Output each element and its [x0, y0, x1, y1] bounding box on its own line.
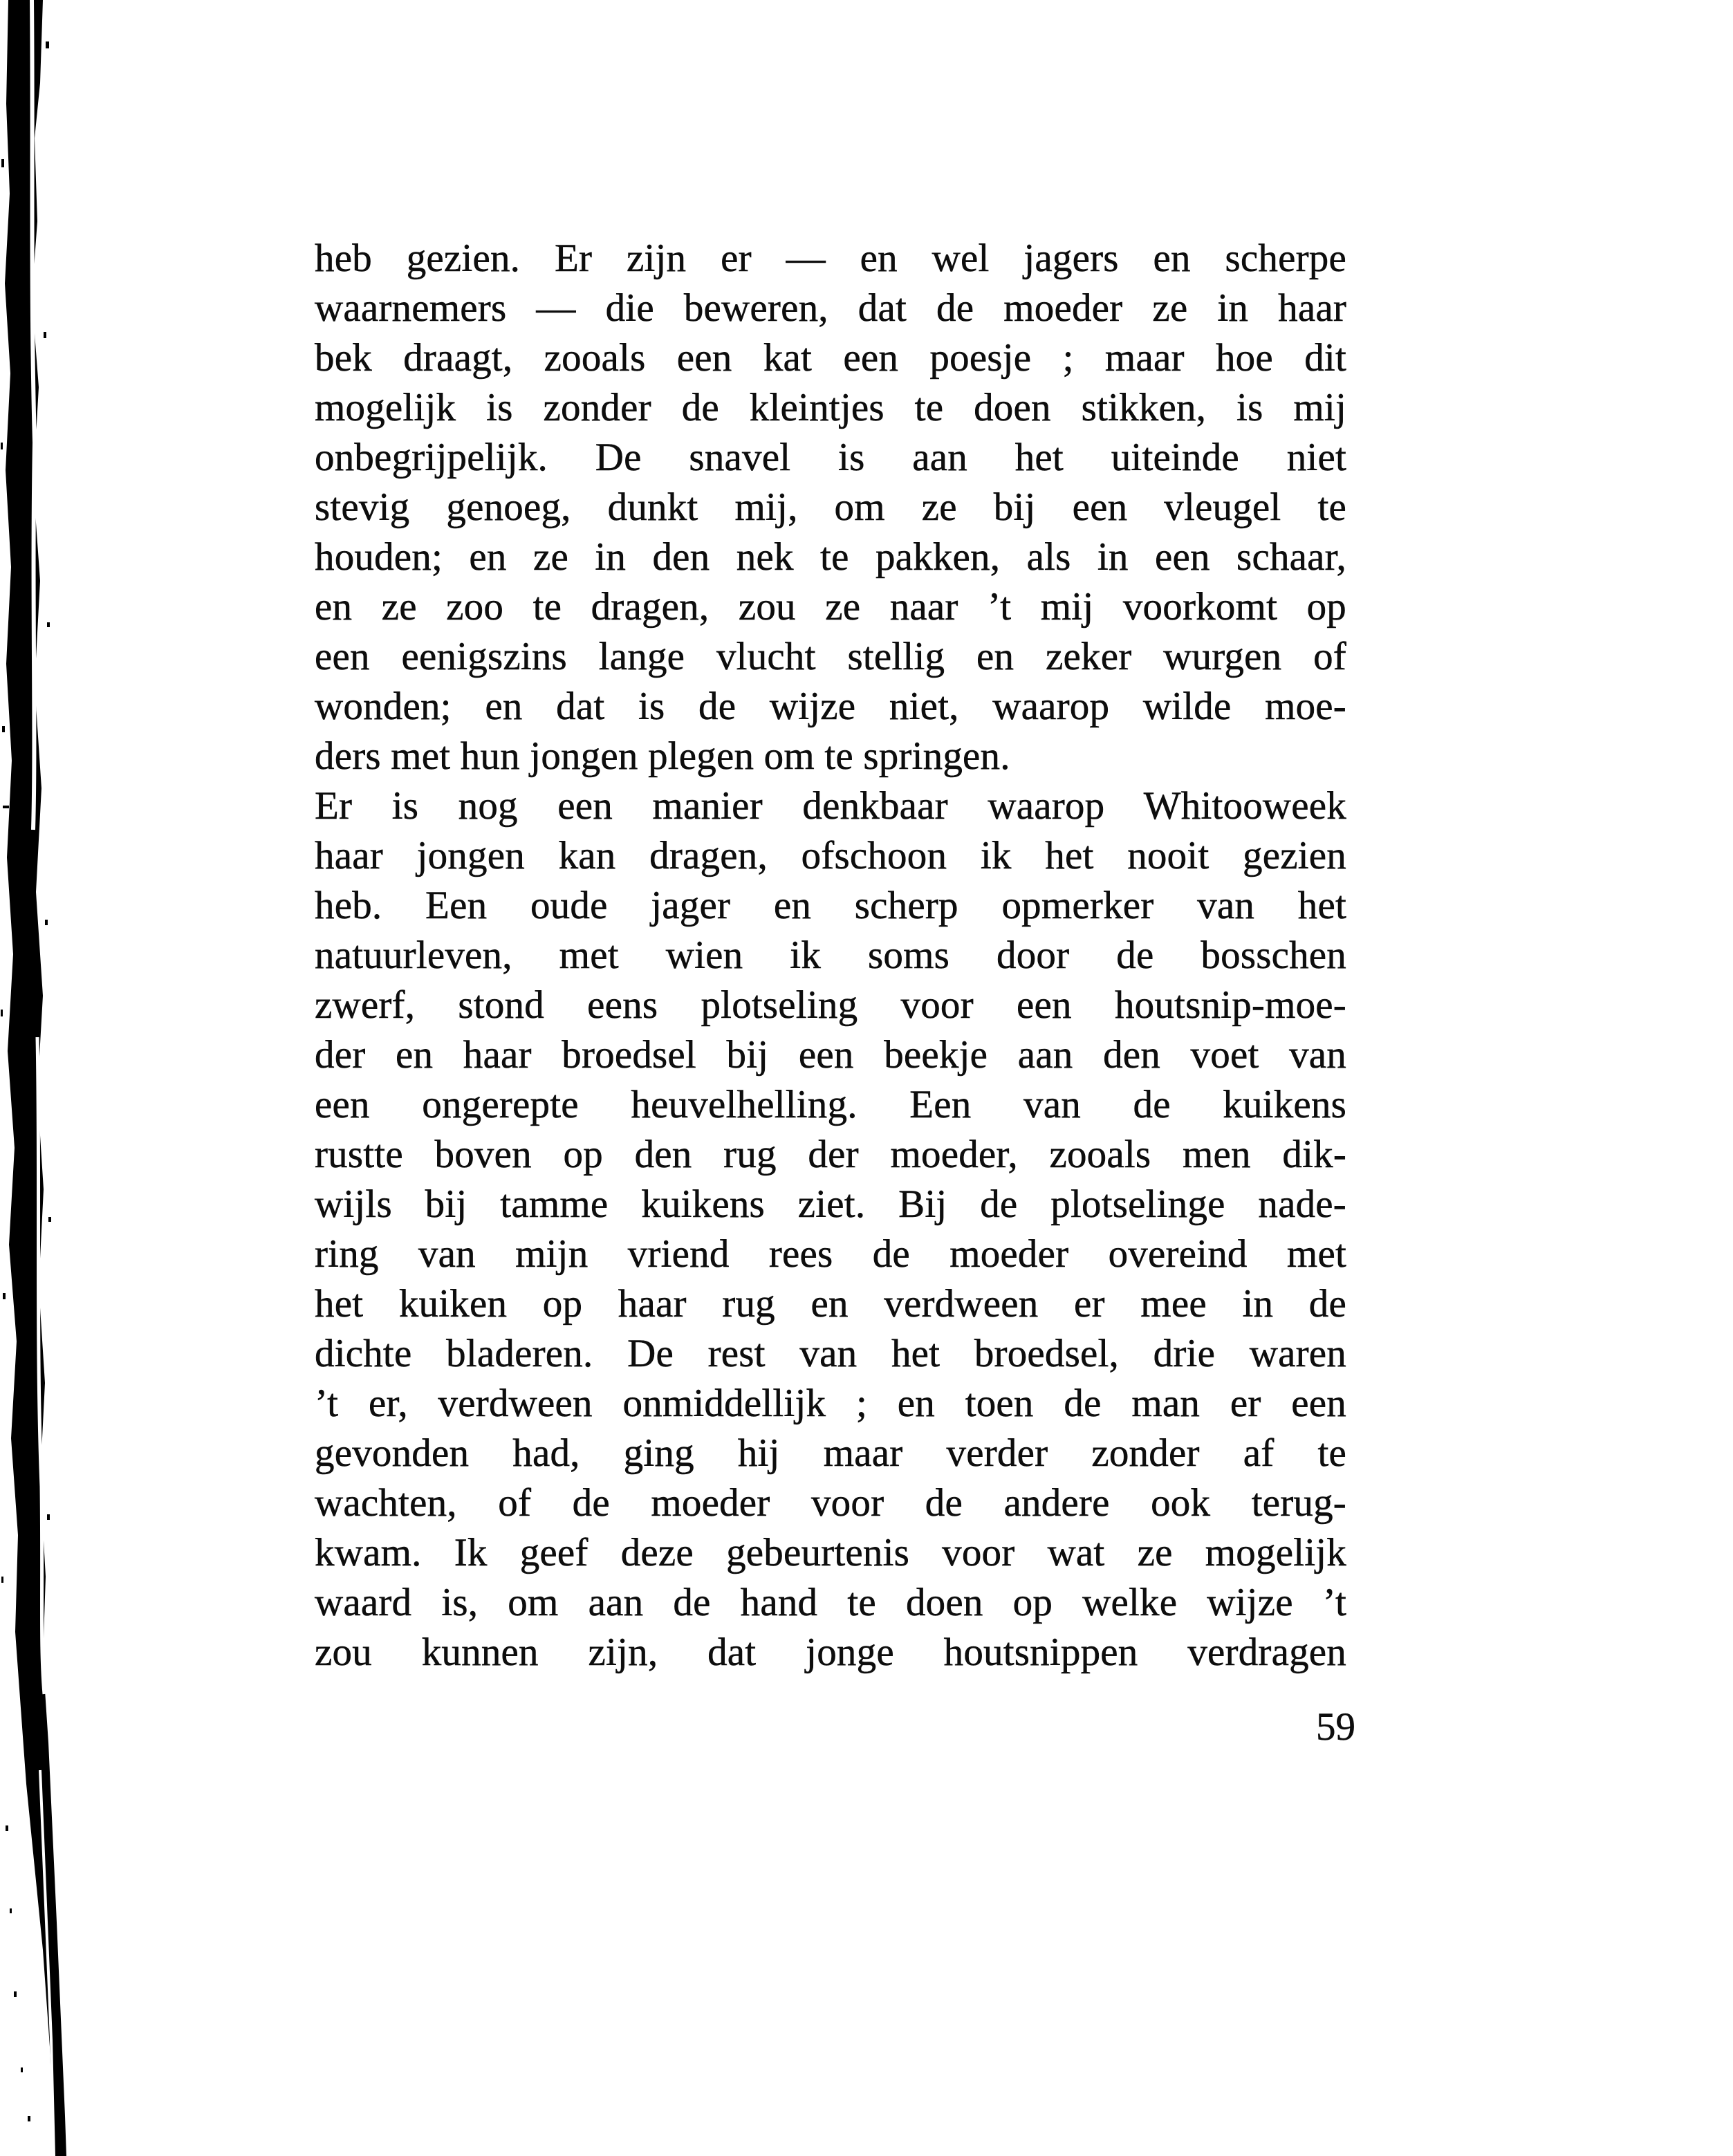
text-line: heb. Een oude jager en scherp opmerker van het	[315, 884, 1346, 927]
text-line: zou kunnen zijn, dat jonge houtsnippen verdragen	[315, 1630, 1346, 1674]
text-line: waarnemers — die beweren, dat de moeder ze in haar	[315, 286, 1346, 330]
text-line: Er is nog een manier denkbaar waarop Whitooweek	[315, 784, 1346, 828]
text-line: een eenigszins lange vlucht stellig en zeker wurgen of	[315, 635, 1346, 678]
body-text	[315, 234, 1346, 1678]
text-line: natuurleven, met wien ik soms door de bosschen	[315, 933, 1346, 977]
text-line: der en haar broedsel bij een beekje aan den voet van	[315, 1033, 1346, 1077]
text-line: rustte boven op den rug der moeder, zooals men dik-	[315, 1133, 1346, 1176]
text-line: en ze zoo te dragen, zou ze naar ’t mij voorkomt op	[315, 585, 1346, 629]
text-line: waard is, om aan de hand te doen op welke wijze ’t	[315, 1581, 1346, 1624]
page-number: 59	[1316, 1705, 1355, 1749]
text-line: kwam. Ik geef deze gebeurtenis voor wat ze mogelijk	[315, 1531, 1346, 1574]
text-line: wonden; en dat is de wijze niet, waarop wilde moe-	[315, 685, 1346, 728]
text-line: stevig genoeg, dunkt mij, om ze bij een vleugel te	[315, 485, 1346, 529]
text-line: gevonden had, ging hij maar verder zonder af te	[315, 1431, 1346, 1475]
text-line: ring van mijn vriend rees de moeder overeind met	[315, 1232, 1346, 1276]
text-line: haar jongen kan dragen, ofschoon ik het nooit gezien	[315, 834, 1346, 877]
text-line-paragraph-end: ders met hun jongen plegen om te springen.	[315, 734, 1010, 778]
text-line: een ongerepte heuvelhelling. Een van de kuikens	[315, 1083, 1346, 1126]
text-line: dichte bladeren. De rest van het broedsel, drie waren	[315, 1332, 1346, 1375]
text-line: heb gezien. Er zijn er — en wel jagers en scherpe	[315, 236, 1346, 280]
text-line: zwerf, stond eens plotseling voor een houtsnip-moe-	[315, 983, 1346, 1027]
text-line: wijls bij tamme kuikens ziet. Bij de plotselinge nade-	[315, 1182, 1346, 1226]
text-line: wachten, of de moeder voor de andere ook terug-	[315, 1481, 1346, 1525]
binding-shadow	[0, 0, 83, 2156]
text-line: houden; en ze in den nek te pakken, als in een schaar,	[315, 535, 1346, 579]
text-line: het kuiken op haar rug en verdween er mee in de	[315, 1282, 1346, 1326]
text-line: onbegrijpelijk. De snavel is aan het uiteinde niet	[315, 436, 1346, 479]
text-line: ’t er, verdween onmiddellijk ; en toen de man er een	[315, 1382, 1346, 1425]
text-line: mogelijk is zonder de kleintjes te doen stikken, is mij	[315, 386, 1346, 429]
text-line: bek draagt, zooals een kat een poesje ; maar hoe dit	[315, 336, 1346, 380]
